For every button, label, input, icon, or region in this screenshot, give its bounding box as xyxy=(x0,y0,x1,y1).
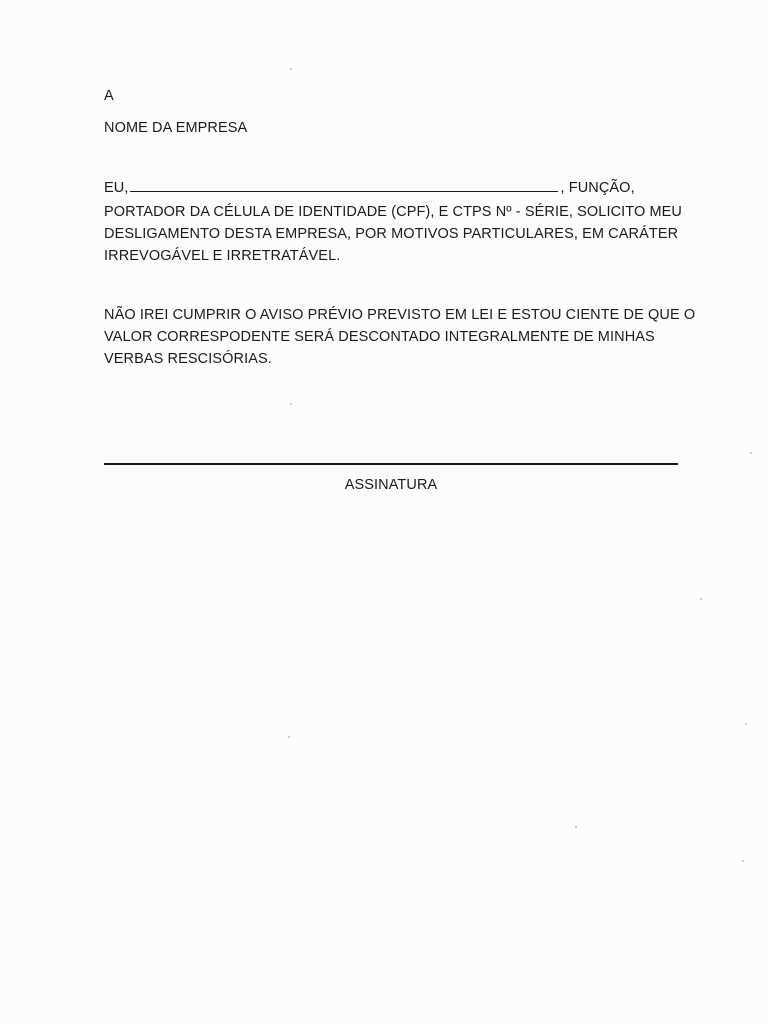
scan-speck xyxy=(288,736,290,738)
scan-speck xyxy=(742,860,744,862)
declaration-role: , FUNÇÃO, xyxy=(560,180,635,196)
company-name: NOME DA EMPRESA xyxy=(104,120,248,136)
declaration-line xyxy=(104,179,635,196)
resignation-paragraph xyxy=(104,201,682,267)
paragraph-line: IRREVOGÁVEL E IRRETRATÁVEL. xyxy=(104,248,341,264)
notice-paragraph xyxy=(104,304,695,370)
paragraph-line: VALOR CORRESPODENTE SERÁ DESCONTADO INTEGRALMENTE DE MINHAS xyxy=(104,329,655,345)
scan-speck xyxy=(700,598,702,600)
recipient-prefix: A xyxy=(104,88,114,104)
scan-speck xyxy=(575,826,577,828)
declaration-start: EU, xyxy=(104,180,129,196)
signature-line xyxy=(104,463,678,465)
scan-speck xyxy=(745,723,747,725)
scan-speck xyxy=(290,68,292,70)
paragraph-line: DESLIGAMENTO DESTA EMPRESA, POR MOTIVOS PARTICULARES, EM CARÁTER xyxy=(104,226,679,242)
scan-speck xyxy=(750,452,752,454)
paragraph-line: NÃO IREI CUMPRIR O AVISO PRÉVIO PREVISTO EM LEI E ESTOU CIENTE DE QUE O xyxy=(104,307,696,323)
paragraph-line: PORTADOR DA CÉLULA DE IDENTIDADE (CPF), E CTPS Nº - SÉRIE, SOLICITO MEU xyxy=(104,204,682,220)
name-blank-field xyxy=(130,179,558,192)
signature-label: ASSINATURA xyxy=(344,477,438,493)
paragraph-line: VERBAS RESCISÓRIAS. xyxy=(104,351,272,367)
scan-speck xyxy=(290,403,292,405)
